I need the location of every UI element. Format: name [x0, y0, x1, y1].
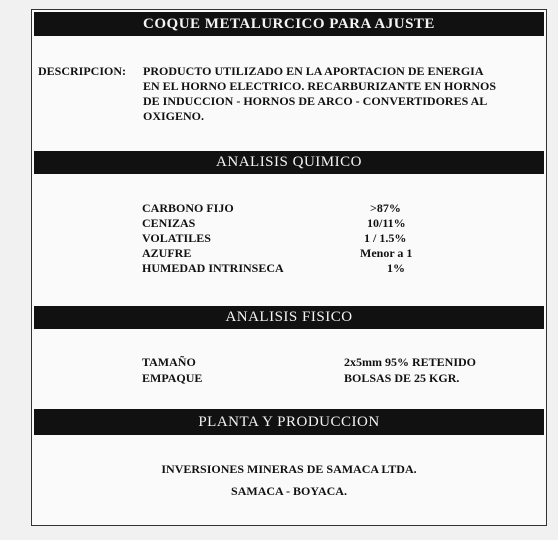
physical-row-value: 2x5mm 95% RETENIDO: [344, 355, 477, 369]
physical-analysis-title: ANALISIS FISICO: [225, 309, 353, 325]
description-label: DESCRIPCION:: [38, 64, 127, 78]
header-title: COQUE METALURCICO PARA AJUSTE: [143, 16, 435, 32]
chemical-row-value: >87%: [370, 201, 401, 215]
chemical-row-value: 1%: [387, 261, 405, 275]
chemical-analysis-title: ANALISIS QUIMICO: [216, 154, 362, 170]
chemical-analysis-band: [34, 151, 544, 174]
product-spec-sheet: [31, 9, 547, 526]
description-line: OXIGENO.: [143, 109, 205, 123]
plant-company-name: INVERSIONES MINERAS DE SAMACA LTDA.: [161, 462, 417, 476]
chemical-row-value: 10/11%: [367, 216, 406, 230]
description-line: DE INDUCCION - HORNOS DE ARCO - CONVERTIDORES AL: [143, 94, 488, 108]
description-line: EN EL HORNO ELECTRICO. RECARBURIZANTE EN HORNOS: [143, 79, 497, 93]
header-title-band: [34, 12, 544, 36]
chemical-row-value: Menor a 1: [360, 246, 413, 260]
chemical-row-label: VOLATILES: [142, 231, 211, 245]
chemical-row-label: CENIZAS: [142, 216, 196, 230]
chemical-row-value: 1 / 1.5%: [364, 231, 407, 245]
physical-row-label: EMPAQUE: [142, 371, 203, 385]
physical-row-label: TAMAÑO: [142, 355, 196, 369]
chemical-row-label: CARBONO FIJO: [142, 201, 234, 215]
plant-location: SAMACA - BOYACA.: [231, 484, 347, 498]
plant-production-title: PLANTA Y PRODUCCION: [198, 414, 380, 430]
description-text: [143, 64, 543, 124]
chemical-row-label: AZUFRE: [142, 246, 192, 260]
plant-production-band: [34, 409, 544, 435]
physical-analysis-band: [34, 306, 544, 329]
chemical-row-label: HUMEDAD INTRINSECA: [142, 261, 284, 275]
description-line: PRODUCTO UTILIZADO EN LA APORTACION DE ENERGIA: [143, 64, 484, 78]
physical-row-value: BOLSAS DE 25 KGR.: [344, 371, 460, 385]
